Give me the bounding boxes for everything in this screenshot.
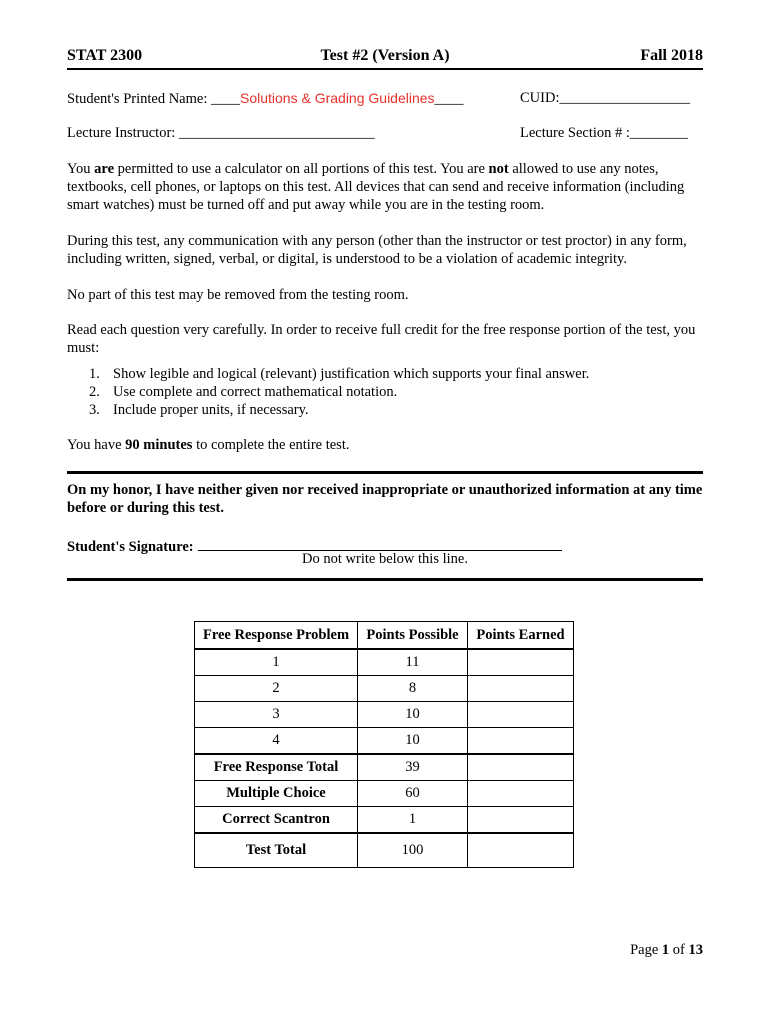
name-cuid-row (67, 90, 703, 110)
points-earned-cell[interactable] (468, 833, 574, 868)
problem-label: Test Total (195, 833, 358, 868)
table-row (195, 649, 574, 676)
honor-divider-top (67, 471, 703, 474)
cuid-field[interactable] (520, 90, 690, 107)
printed-name-label: Student's Printed Name: (67, 91, 208, 107)
list-item: 2. Use complete and correct mathematical notation. (89, 384, 398, 400)
points-earned-cell[interactable] (468, 649, 574, 676)
table-row (195, 728, 574, 755)
section-blank: ________ (629, 125, 688, 141)
column-header: Points Possible (358, 622, 468, 650)
do-not-write-notice: Do not write below this line. (302, 551, 468, 567)
instructor-section-row (67, 125, 703, 145)
section-field[interactable] (520, 125, 688, 142)
points-possible: 100 (358, 833, 468, 868)
points-possible: 10 (358, 728, 468, 755)
points-earned-cell[interactable] (468, 676, 574, 702)
problem-label: Correct Scantron (195, 807, 358, 834)
signature-label: Student's Signature: (67, 539, 194, 555)
problem-label: 1 (195, 649, 358, 676)
table-row (195, 676, 574, 702)
points-possible: 60 (358, 781, 468, 807)
cuid-blank: __________________ (559, 90, 690, 106)
table-row (195, 781, 574, 807)
removal-policy: No part of this test may be removed from the testing room. (67, 287, 409, 303)
points-possible: 11 (358, 649, 468, 676)
points-possible: 10 (358, 702, 468, 728)
points-earned-cell[interactable] (468, 781, 574, 807)
header-divider (67, 68, 703, 70)
time-limit: You have 90 minutes to complete the entire test. (67, 437, 350, 453)
name-blank-post: ____ (434, 91, 464, 107)
points-possible: 8 (358, 676, 468, 702)
course-code: STAT 2300 (67, 47, 143, 64)
table-header-row (195, 622, 574, 650)
points-earned-cell[interactable] (468, 728, 574, 755)
calculator-policy: You are permitted to use a calculator on all portions of this test. You are not allowed to use any notes, textbooks, cell phones, or laptops on this test. All devices that can send and receive information (including smart watches) must be turned off and put away while you are in the testing room. (67, 161, 685, 213)
points-earned-cell[interactable] (468, 702, 574, 728)
exam-cover-page (67, 0, 703, 1024)
table-row (195, 754, 574, 781)
honor-statement: On my honor, I have neither given nor received inappropriate or unauthorized information at any time before or during this test. (67, 482, 703, 516)
column-header: Points Earned (468, 622, 574, 650)
problem-label: 2 (195, 676, 358, 702)
column-header: Free Response Problem (195, 622, 358, 650)
honor-divider-bottom (67, 578, 703, 581)
instructor-label: Lecture Instructor: (67, 125, 176, 141)
score-table (194, 621, 574, 868)
problem-label: 4 (195, 728, 358, 755)
table-row (195, 833, 574, 868)
table-row (195, 702, 574, 728)
points-earned-cell[interactable] (468, 807, 574, 834)
requirements-list (67, 365, 703, 419)
table-row (195, 807, 574, 834)
signature-line[interactable] (198, 536, 562, 551)
printed-name-value: Solutions & Grading Guidelines (239, 90, 435, 106)
problem-label: Free Response Total (195, 754, 358, 781)
problem-label: Multiple Choice (195, 781, 358, 807)
list-item: 1. Show legible and logical (relevant) justification which supports your final answer. (89, 366, 590, 382)
problem-label: 3 (195, 702, 358, 728)
printed-name-field[interactable] (67, 90, 464, 108)
name-blank-pre: ____ (210, 91, 240, 107)
instructor-field[interactable] (67, 125, 375, 142)
points-possible: 1 (358, 807, 468, 834)
points-earned-cell[interactable] (468, 754, 574, 781)
term: Fall 2018 (640, 47, 703, 64)
instructor-blank: ___________________________ (178, 125, 375, 141)
test-title: Test #2 (Version A) (320, 47, 450, 64)
list-item: 3. Include proper units, if necessary. (89, 402, 309, 418)
cuid-label: CUID: (520, 90, 560, 106)
section-label: Lecture Section # : (520, 125, 630, 141)
page-header (67, 47, 703, 69)
credit-instructions: Read each question very carefully. In order to receive full credit for the free response portion of the test, you must: (67, 322, 696, 356)
points-possible: 39 (358, 754, 468, 781)
integrity-policy: During this test, any communication with any person (other than the instructor or test proctor) in any form, including written, signed, verbal, or digital, is understood to be a violation of academic integrity. (67, 233, 687, 267)
page-number: Page 1 of 13 (630, 942, 703, 958)
